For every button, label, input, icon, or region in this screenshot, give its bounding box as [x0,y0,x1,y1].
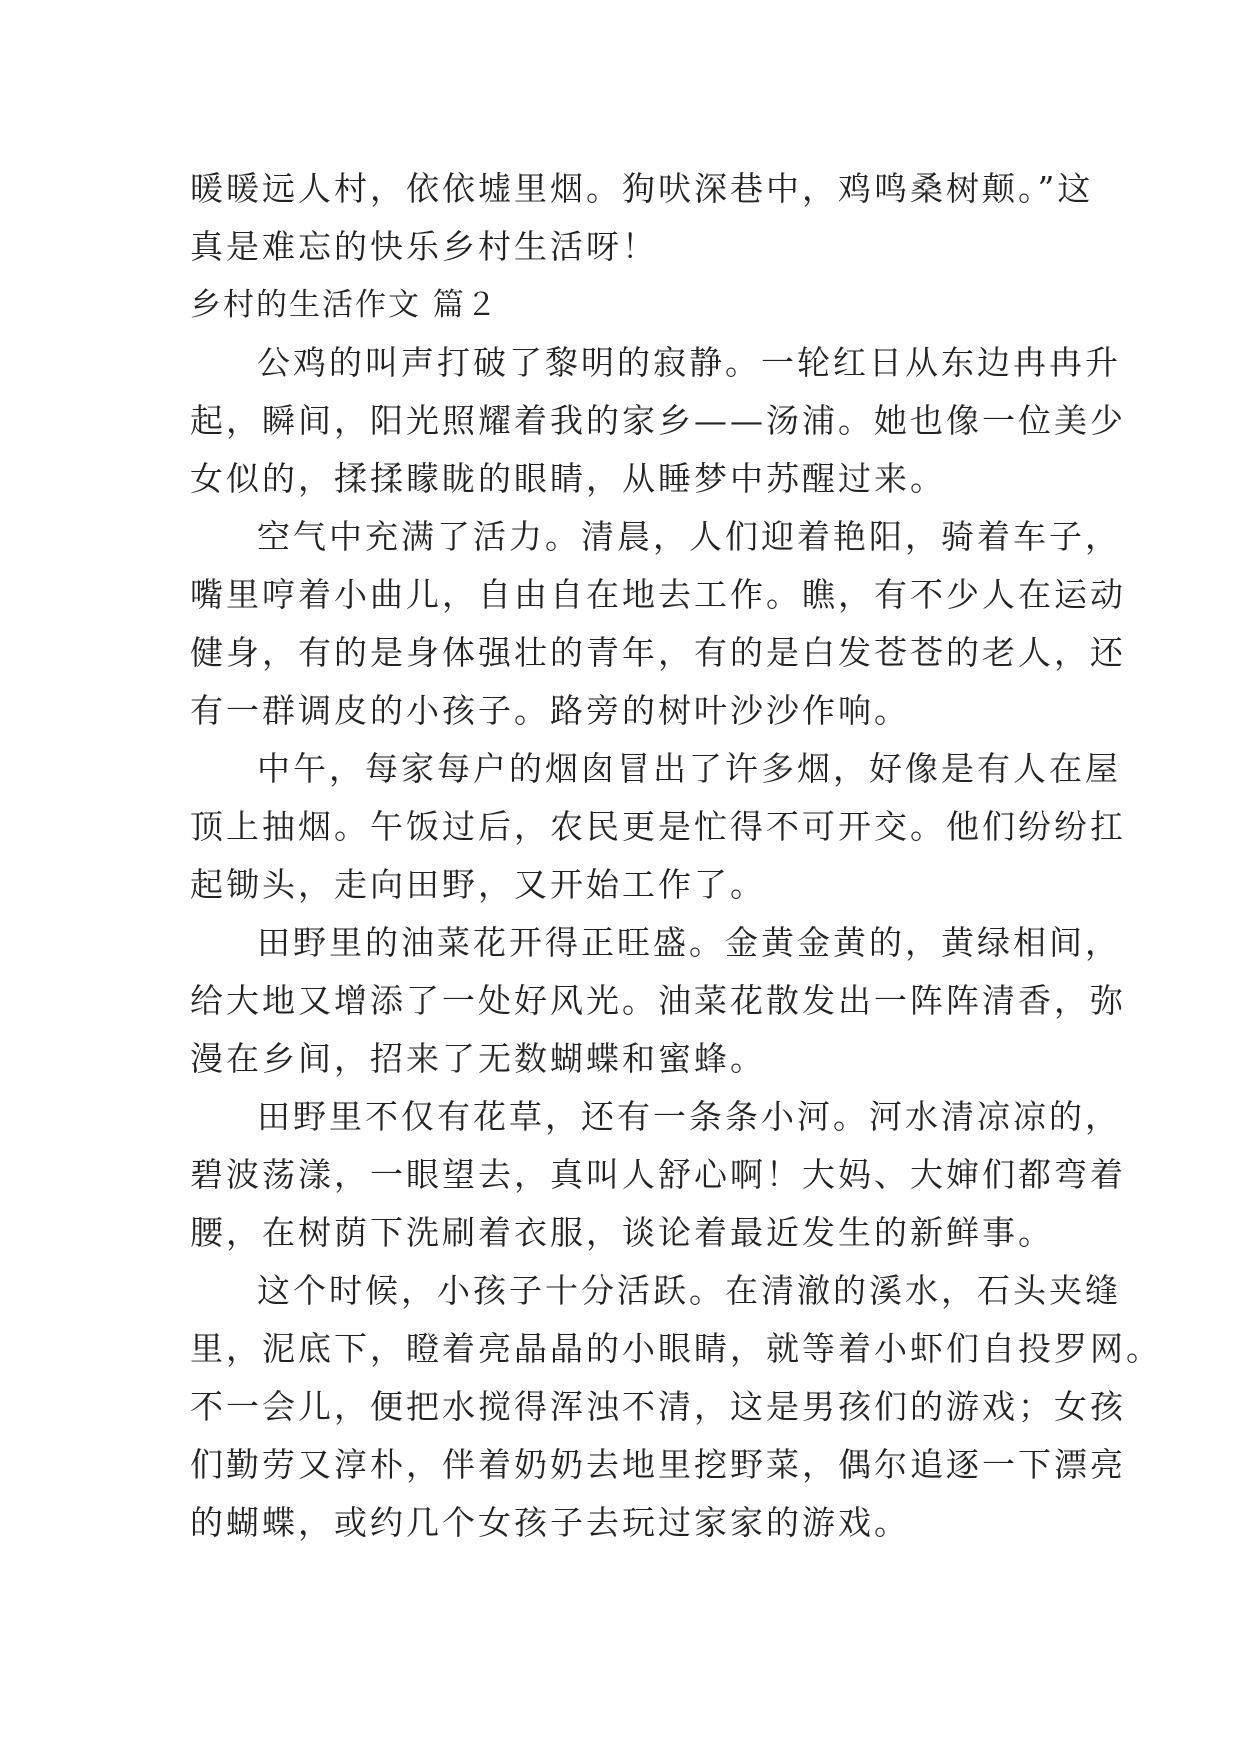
text-line: 真是难忘的快乐乡村生活呀！ [190,227,658,266]
text-line: 碧波荡漾，一眼望去，真叫人舒心啊！大妈、大婶们都弯着 [190,1155,1126,1194]
document-body [190,160,1162,1552]
text-line: 田野里的油菜花开得正旺盛。金黄金黄的，黄绿相间， [257,923,1121,962]
text-line: 女似的，揉揉矇眬的眼睛，从睡梦中苏醒过来。 [190,459,946,498]
text-line: 嘴里哼着小曲儿，自由自在地去工作。瞧，有不少人在运动 [190,575,1126,614]
text-line: 田野里不仅有花草，还有一条条小河。河水清凉凉的， [257,1097,1121,1136]
section-heading: 乡村的生活作文 篇２ [190,287,499,323]
text-line: 暖暖远人村，依依墟里烟。狗吠深巷中，鸡鸣桑树颠。”这 [190,169,1094,208]
text-line: 漫在乡间，招来了无数蝴蝶和蜜蜂。 [190,1039,766,1078]
text-line: 给大地又增添了一处好风光。油菜花散发出一阵阵清香，弥 [190,981,1126,1020]
text-line: 有一群调皮的小孩子。路旁的树叶沙沙作响。 [190,691,910,730]
text-line: 起，瞬间，阳光照耀着我的家乡——汤浦。她也像一位美少 [190,401,1126,440]
text-line: 这个时候，小孩子十分活跃。在清澈的溪水，石头夹缝 [257,1271,1121,1310]
text-line: 公鸡的叫声打破了黎明的寂静。一轮红日从东边冉冉升 [257,343,1121,382]
text-line: 腰，在树荫下洗刷着衣服，谈论着最近发生的新鲜事。 [190,1213,1054,1252]
text-line: 健身，有的是身体强壮的青年，有的是白发苍苍的老人，还 [190,633,1126,672]
text-line: 中午，每家每户的烟囱冒出了许多烟，好像是有人在屋 [257,749,1121,788]
text-line: 们勤劳又淳朴，伴着奶奶去地里挖野菜，偶尔追逐一下漂亮 [190,1445,1126,1484]
text-line: 顶上抽烟。午饭过后，农民更是忙得不可开交。他们纷纷扛 [190,807,1126,846]
text-line: 的蝴蝶，或约几个女孩子去玩过家家的游戏。 [190,1503,910,1542]
text-line: 起锄头，走向田野，又开始工作了。 [190,865,766,904]
text-line: 里，泥底下，瞪着亮晶晶的小眼睛，就等着小虾们自投罗网。 [190,1329,1162,1368]
text-line: 空气中充满了活力。清晨，人们迎着艳阳，骑着车子， [257,517,1121,556]
text-line: 不一会儿，便把水搅得浑浊不清，这是男孩们的游戏；女孩 [190,1387,1126,1426]
